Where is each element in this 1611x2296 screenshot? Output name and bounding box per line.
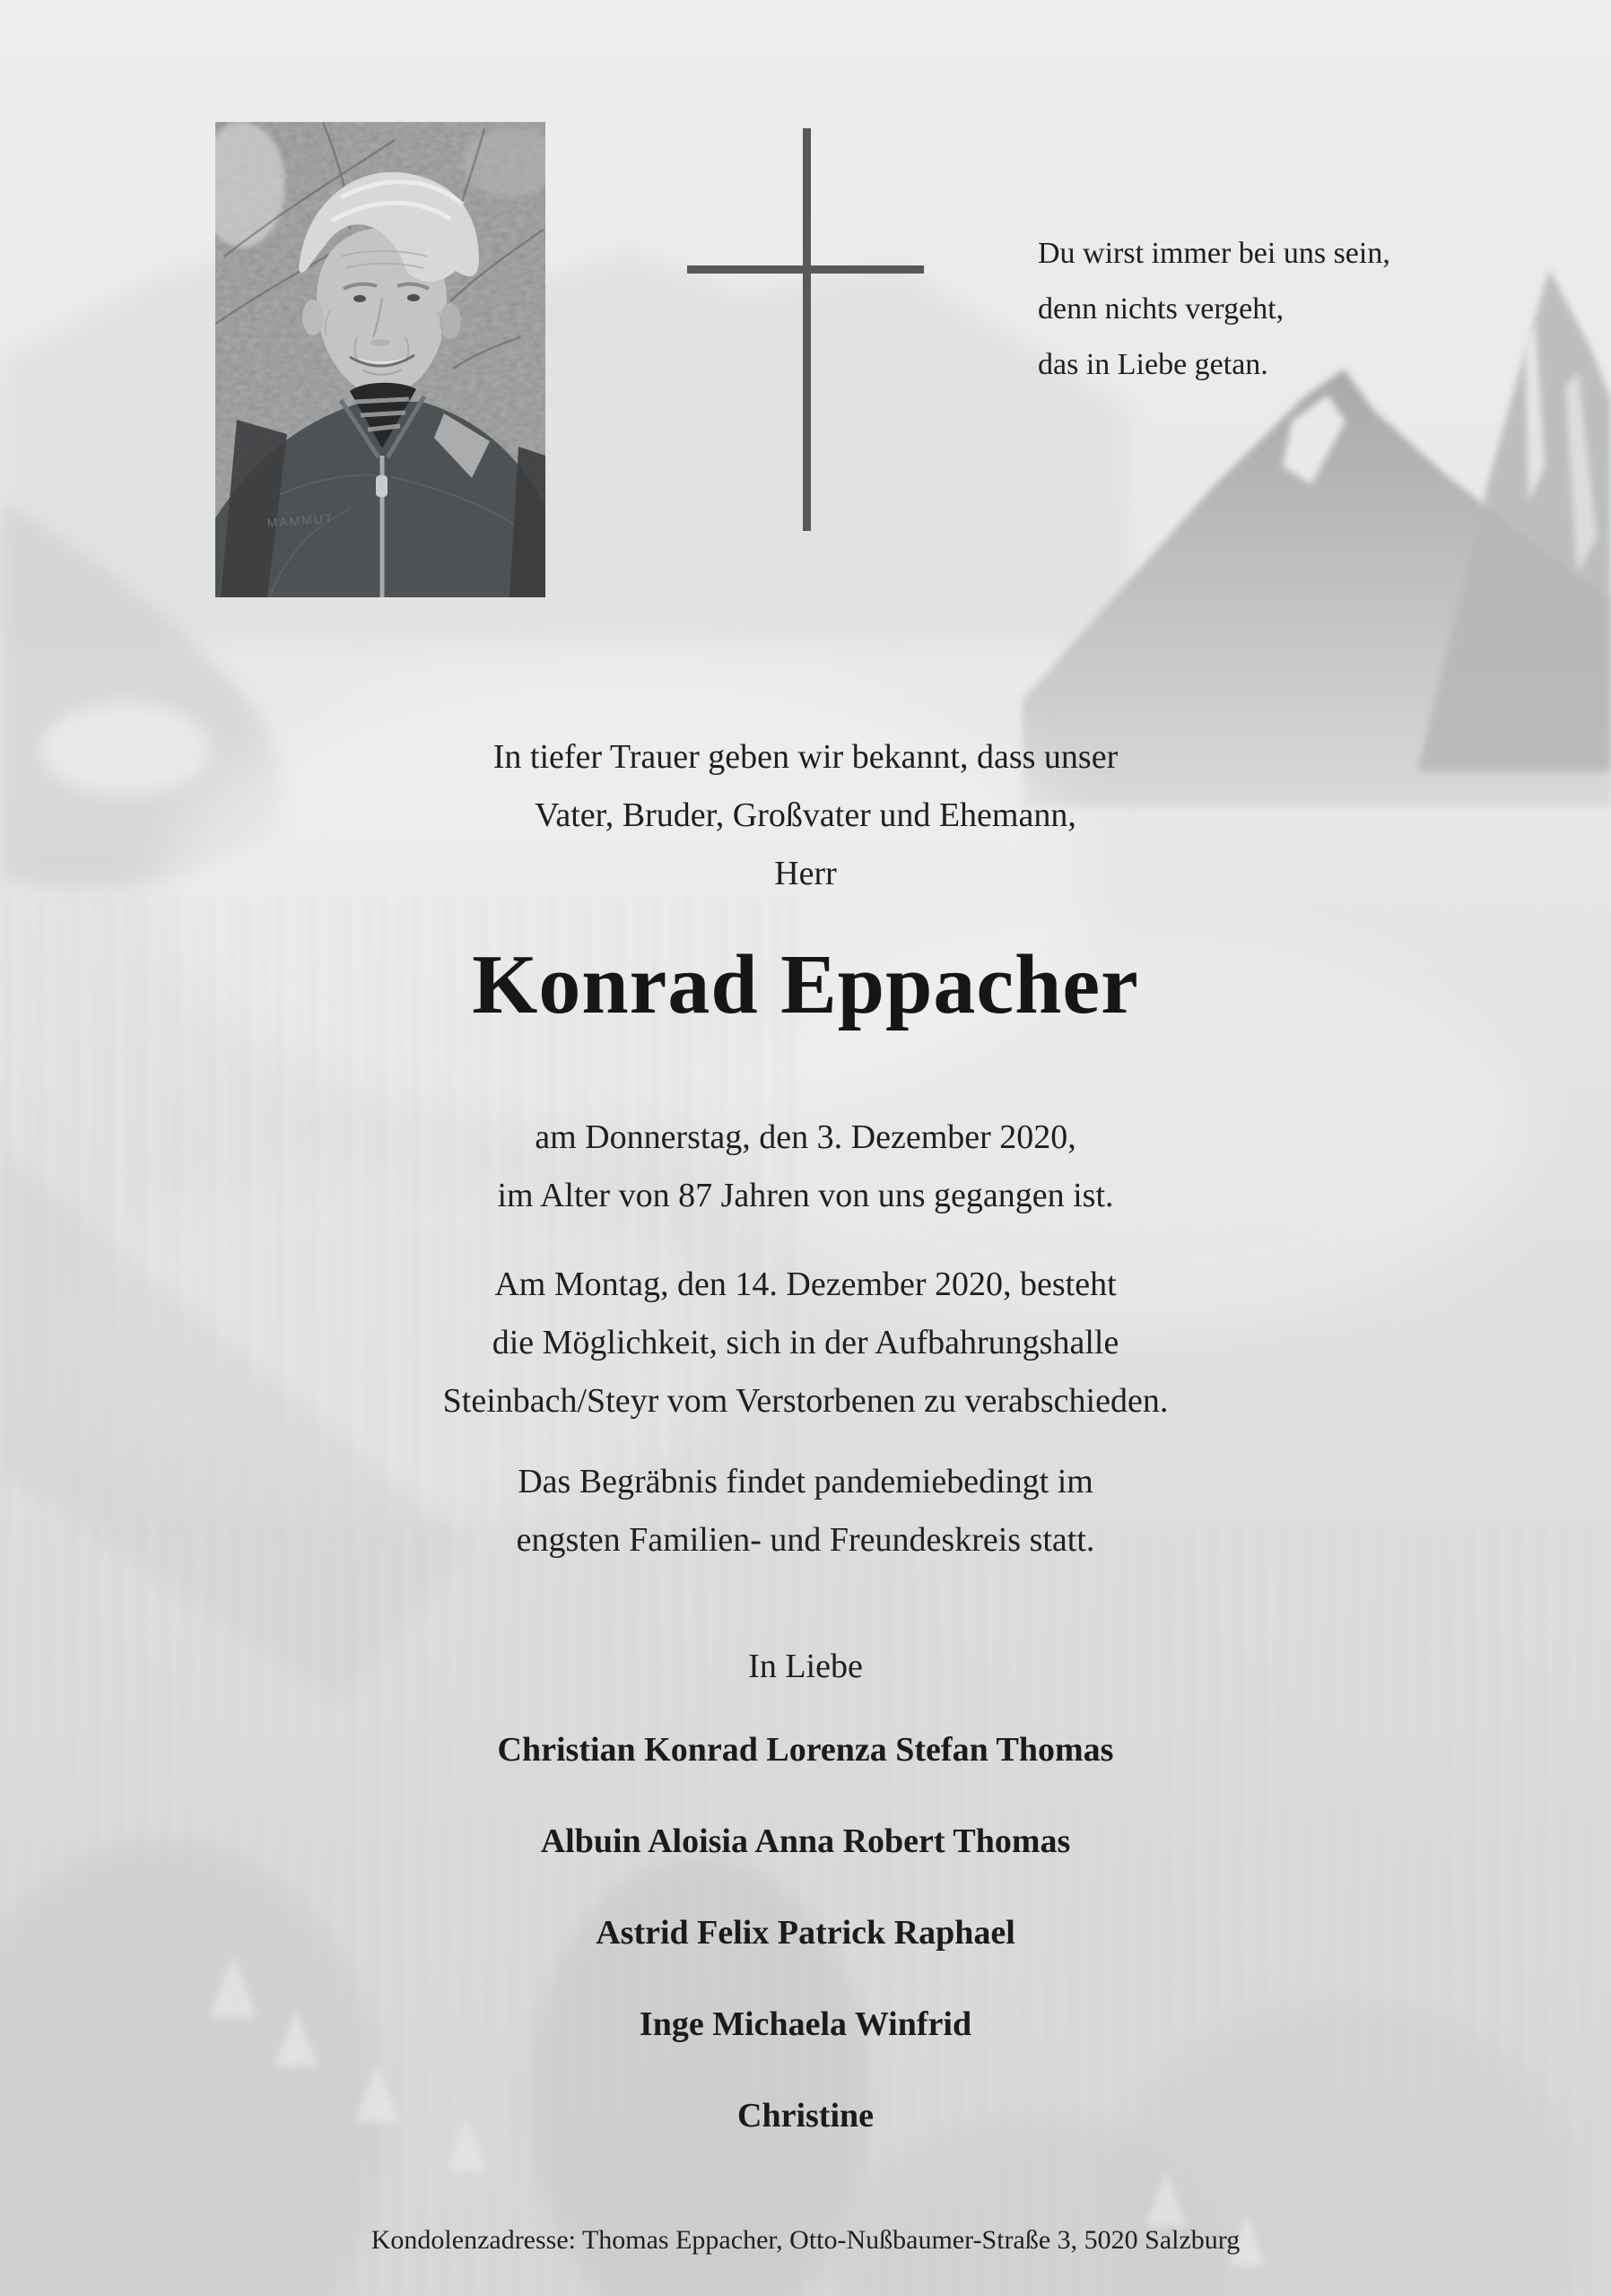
portrait-photo: [215, 122, 545, 597]
deceased-name: Konrad Eppacher: [472, 938, 1139, 1031]
jacket-brand-text: MAMMUT: [266, 510, 335, 530]
mourner-name: Albuin Aloisia Anna Robert Thomas: [540, 1822, 1071, 1860]
mourner-name: Inge Michaela Winfrid: [639, 2005, 972, 2043]
mourner-name: Christian Konrad Lorenza Stefan Thomas: [497, 1731, 1114, 1769]
latin-cross-icon: [687, 128, 924, 531]
announcement-text: [0, 728, 1611, 903]
cross-horizontal-bar: [687, 265, 924, 274]
announcement-line: Herr: [774, 855, 837, 892]
death-date-line: am Donnerstag, den 3. Dezember 2020,: [535, 1118, 1076, 1156]
funeral-info-line: engsten Familien- und Freundeskreis statt.: [516, 1521, 1095, 1559]
quote-line: denn nichts vergeht,: [1038, 292, 1284, 326]
quote-line: Du wirst immer bei uns sein,: [1038, 237, 1390, 270]
funeral-info-line: Das Begräbnis findet pandemiebedingt im: [518, 1463, 1093, 1500]
death-date-text: [0, 1109, 1611, 1225]
mourners-list: [0, 1704, 1611, 2161]
viewing-info-line: Am Montag, den 14. Dezember 2020, besteht: [494, 1265, 1117, 1303]
death-date-line: im Alter von 87 Jahren von uns gegangen ist.: [497, 1177, 1114, 1214]
condolence-address: Kondolenzadresse: Thomas Eppacher, Otto-Nußbaumer-Straße 3, 5020 Salzburg: [370, 2225, 1241, 2255]
viewing-info-line: die Möglichkeit, sich in der Aufbahrungshalle: [492, 1324, 1119, 1361]
mourner-name: Christine: [737, 2097, 874, 2135]
viewing-info-text: [0, 1256, 1611, 1431]
cross-vertical-bar: [803, 128, 811, 531]
viewing-info-line: Steinbach/Steyr vom Verstorbenen zu verabschieden.: [442, 1382, 1169, 1420]
funeral-info-text: [0, 1453, 1611, 1570]
quote-line: das in Liebe getan.: [1038, 348, 1268, 381]
announcement-line: In tiefer Trauer geben wir bekannt, dass unser: [492, 738, 1119, 776]
memorial-quote: [1038, 226, 1390, 393]
mourner-name: Astrid Felix Patrick Raphael: [596, 1914, 1015, 1952]
announcement-line: Vater, Bruder, Großvater und Ehemann,: [535, 796, 1076, 834]
closing-text: In Liebe: [748, 1648, 863, 1685]
